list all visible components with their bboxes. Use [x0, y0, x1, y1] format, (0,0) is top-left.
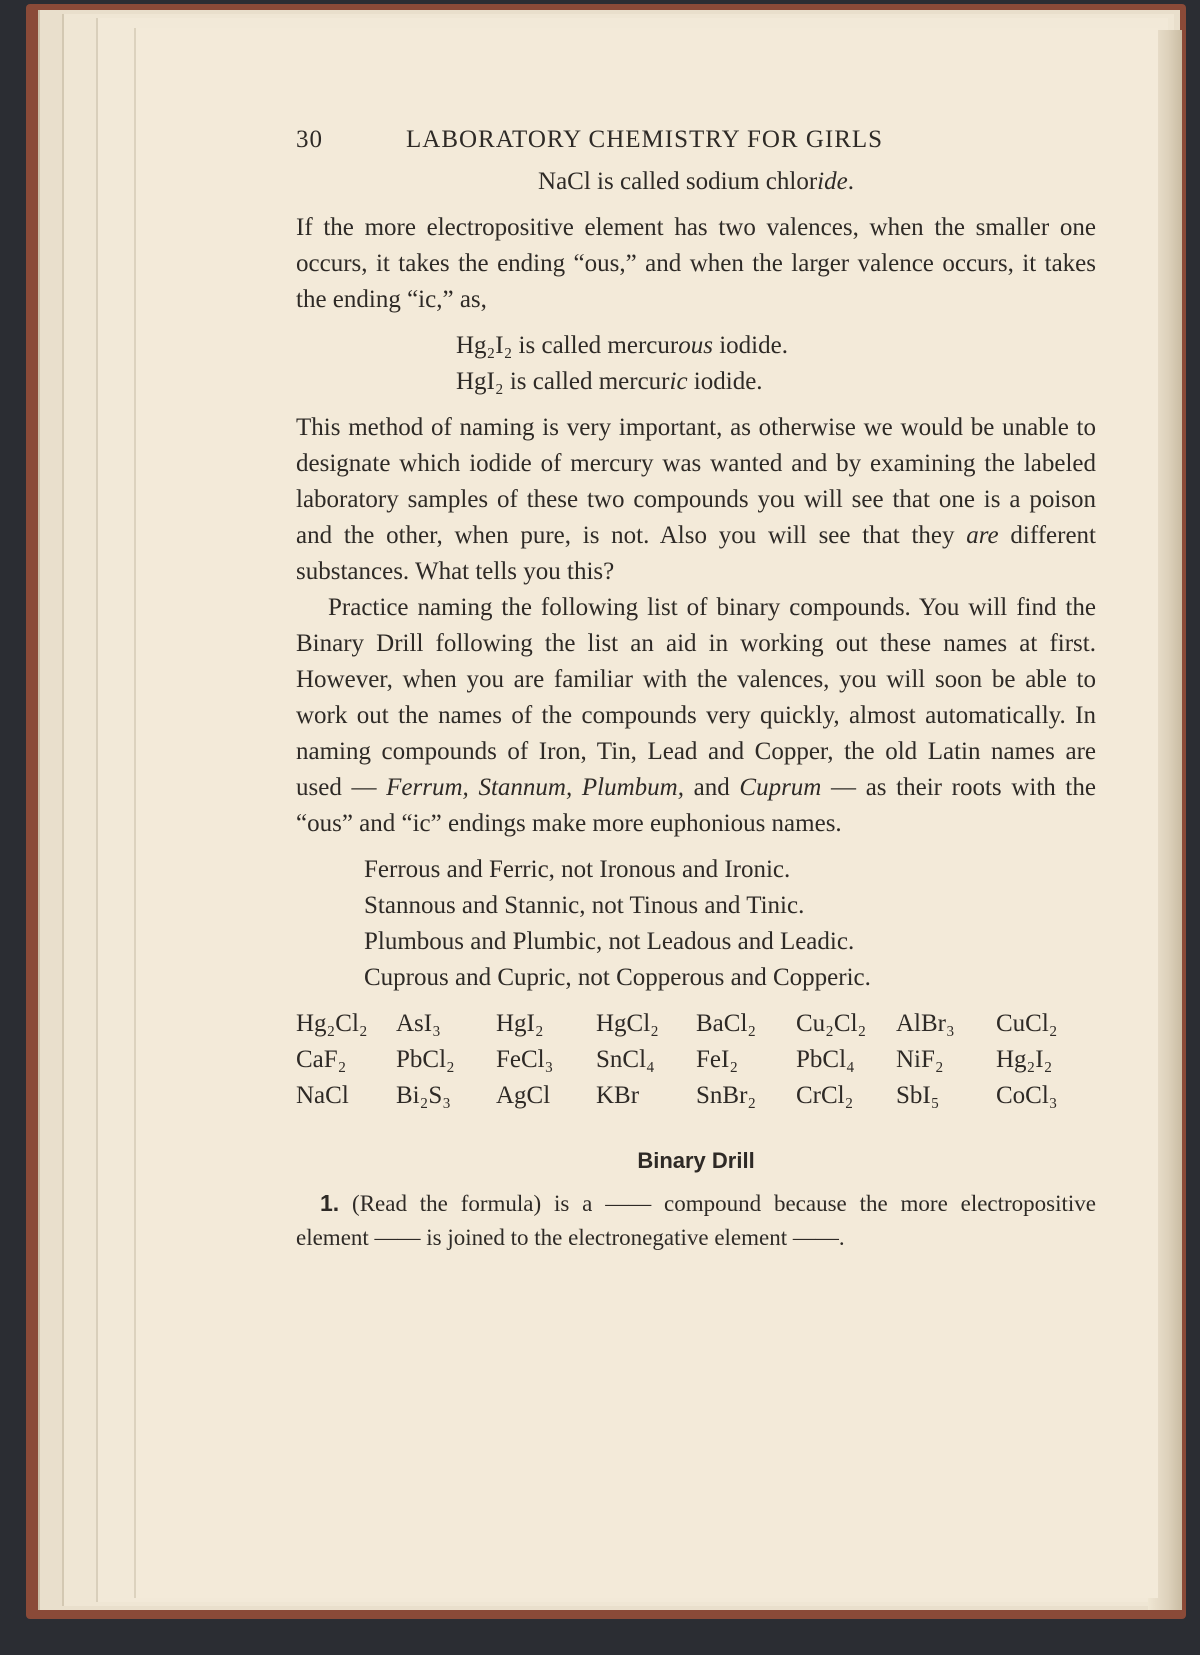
compound-cell: CoCl₃ — [996, 1082, 1058, 1109]
naming-note: Plumbous and Plumbic, not Leadous and Leadic. — [364, 928, 855, 955]
compound-cell: SnBr₂ — [696, 1082, 757, 1109]
example-line: Hg₂I₂ is called mercurous iodide. — [456, 332, 788, 359]
compound-cell: Hg₂Cl₂ — [296, 1010, 368, 1037]
compound-table — [296, 1006, 1096, 1114]
example-line: HgI₂ is called mercuric iodide. — [456, 368, 763, 395]
page-text — [296, 126, 1096, 1255]
compound-cell: CuCl₂ — [996, 1010, 1058, 1037]
page-number: 30 — [296, 126, 323, 153]
compound-cell: Bi₂S₃ — [396, 1082, 451, 1109]
naming-note: Ferrous and Ferric, not Ironous and Ironic. — [364, 856, 791, 883]
compound-cell: KBr — [596, 1082, 640, 1109]
compound-cell: AsI₃ — [396, 1010, 441, 1037]
compound-cell: AgCl — [496, 1082, 551, 1109]
compound-cell: SbI₅ — [896, 1082, 940, 1109]
compound-cell: FeCl₃ — [496, 1046, 554, 1073]
paragraph: If the more electropositive element has two valences, when the smaller one occurs, it takes the ending “ous,” and when the larger valence occurs, it takes the ending “ic,” as, — [296, 214, 1096, 313]
compound-cell: PbCl₄ — [796, 1046, 855, 1073]
paragraph: Practice naming the following list of binary compounds. You will find the Binary Drill following the list an aid in working out these names at first. However, when you are familiar with the valences, you will soon be able to work out the names of the compounds very quickly, almost automatically. In naming compounds of Iron, Tin, Lead and Copper, the old Latin names are used — Ferrum, Stannum, Plumbum, and Cuprum — as their roots with the “ous” and “ic” endings make more euphonious names. — [296, 594, 1096, 837]
compound-cell: AlBr₃ — [896, 1010, 955, 1037]
intro-line: NaCl is called sodium chloride. — [538, 168, 854, 195]
paragraph: This method of naming is very important, as otherwise we would be unable to designate which iodide of mercury was wanted and by examining the labeled laboratory samples of these two compounds you will see that one is a poison and the other, when pure, is not. Also you will see that they are different substances. What tells you this? — [296, 414, 1097, 585]
compound-cell: HgI₂ — [496, 1010, 544, 1037]
compound-cell: BaCl₂ — [696, 1010, 757, 1037]
compound-cell: SnCl₄ — [596, 1046, 655, 1073]
compound-cell: HgCl₂ — [596, 1010, 659, 1037]
compound-cell: CrCl₂ — [796, 1082, 854, 1109]
compound-cell: CaF₂ — [296, 1046, 347, 1073]
compound-cell: Hg₂I₂ — [996, 1046, 1053, 1073]
running-title: LABORATORY CHEMISTRY FOR GIRLS — [406, 126, 884, 153]
compound-cell: FeI₂ — [696, 1046, 739, 1073]
compound-cell: NaCl — [296, 1082, 349, 1109]
section-heading: Binary Drill — [637, 1148, 755, 1173]
compound-cell: NiF₂ — [896, 1046, 944, 1073]
compound-cell: PbCl₂ — [396, 1046, 455, 1073]
naming-note: Cuprous and Cupric, not Copperous and Copperic. — [364, 964, 871, 991]
compound-cell: Cu₂Cl₂ — [796, 1010, 867, 1037]
drill-item: 1. (Read the formula) is a —— compound because the more electropositive element —— is joined to the electronegative element ——. — [296, 1190, 1097, 1250]
running-header — [296, 126, 1096, 154]
naming-note: Stannous and Stannic, not Tinous and Tinic. — [364, 892, 805, 919]
